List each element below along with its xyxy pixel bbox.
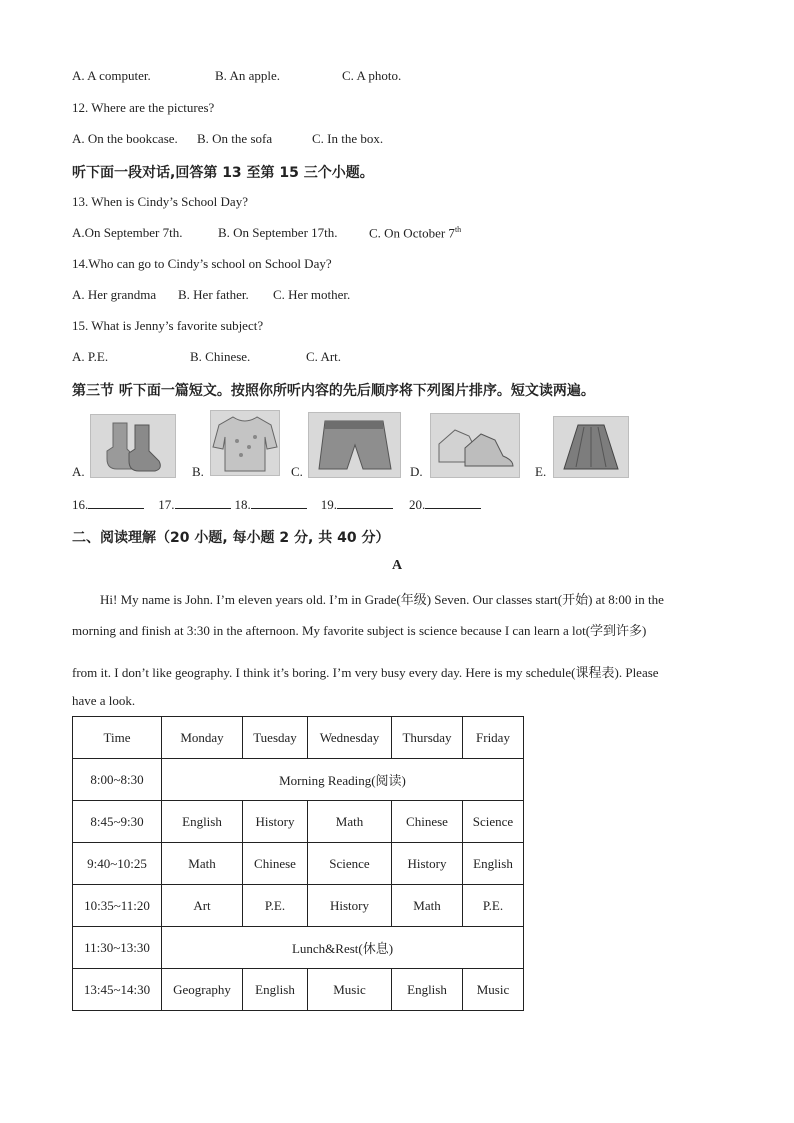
q12-options — [72, 131, 383, 147]
blank-18-label: 18. — [234, 497, 251, 512]
q13-option-c-superscript: th — [454, 225, 462, 234]
q12-option-c: C. In the box. — [312, 131, 384, 146]
passage-line-1: Hi! My name is John. I’m eleven years old. I’m in Grade(年级) Seven. Our classes start(开始) at 8:00 in the — [100, 592, 664, 607]
table-row — [73, 885, 524, 927]
q15-option-a: A. P.E. — [72, 349, 109, 364]
picture-label-d: D. — [410, 464, 423, 479]
table-row — [73, 927, 524, 969]
q11-options — [72, 68, 401, 84]
subject-cell: Math — [162, 843, 243, 885]
picture-label-b: B. — [192, 464, 204, 479]
q15-option-c: C. Art. — [306, 349, 342, 364]
header-friday: Friday — [463, 717, 524, 759]
q14-option-b: B. Her father. — [178, 287, 249, 302]
sweater-icon — [210, 410, 280, 476]
header-monday: Monday — [162, 717, 243, 759]
lunch-rest-cell: Lunch&Rest(休息) — [162, 927, 524, 969]
time-cell: 8:00~8:30 — [73, 759, 162, 801]
header-thursday: Thursday — [392, 717, 463, 759]
q12-question: 12. Where are the pictures? — [72, 100, 215, 115]
q12-option-a: A. On the bookcase. — [72, 131, 178, 146]
passage-letter: A — [391, 558, 403, 573]
subject-cell: Science — [308, 843, 392, 885]
subject-cell: Science — [463, 801, 524, 843]
picture-label-e: E. — [535, 464, 547, 479]
schedule-header-row — [73, 717, 524, 759]
subject-cell: English — [392, 969, 463, 1011]
table-row — [73, 759, 524, 801]
subject-cell: History — [392, 843, 463, 885]
q15-option-b: B. Chinese. — [190, 349, 251, 364]
table-row — [73, 801, 524, 843]
subject-cell: History — [243, 801, 308, 843]
q11-option-b: B. An apple. — [215, 68, 280, 83]
blank-19-label: 19. — [320, 497, 337, 512]
blank-20-label: 20. — [409, 497, 426, 512]
header-wednesday: Wednesday — [308, 717, 392, 759]
subject-cell: English — [243, 969, 308, 1011]
dialog-instruction: 听下面一段对话,回答第 13 至第 15 三个小题。 — [72, 165, 374, 181]
subject-cell: P.E. — [243, 885, 308, 927]
subject-cell: Geography — [162, 969, 243, 1011]
q13-option-c: C. On October 7th — [369, 225, 462, 241]
blank-16-label: 16. — [72, 497, 89, 512]
q11-option-a: A. A computer. — [72, 68, 151, 83]
q13-options — [72, 225, 461, 241]
shorts-icon — [308, 412, 401, 478]
time-cell: 13:45~14:30 — [73, 969, 162, 1011]
blank-20-line[interactable] — [425, 496, 481, 509]
part2-title: 二、阅读理解（20 小题, 每小题 2 分, 共 40 分） — [72, 530, 390, 546]
blank-16-line[interactable] — [88, 496, 144, 509]
schedule-table — [72, 716, 524, 1011]
passage-line-3: from it. I don’t like geography. I think it’s boring. I’m very busy every day. Here is my schedule(课程表). Please — [72, 665, 659, 680]
q12-option-b: B. On the sofa — [197, 131, 273, 146]
section3-title: 第三节 听下面一篇短文。按照你所听内容的先后顺序将下列图片排序。短文读两遍。 — [72, 383, 595, 399]
subject-cell: Music — [308, 969, 392, 1011]
picture-label-a: A. — [72, 464, 85, 479]
blank-19-line[interactable] — [337, 496, 393, 509]
time-cell: 10:35~11:20 — [73, 885, 162, 927]
subject-cell: English — [463, 843, 524, 885]
header-time: Time — [73, 717, 162, 759]
passage-line-2: morning and finish at 3:30 in the afternoon. My favorite subject is science because I can learn a lot(学到许多) — [72, 623, 647, 638]
sneakers-icon — [430, 413, 520, 478]
subject-cell: P.E. — [463, 885, 524, 927]
socks-icon — [90, 414, 176, 478]
answer-blanks — [72, 496, 481, 513]
q15-options — [72, 349, 341, 365]
q13-question: 13. When is Cindy’s School Day? — [72, 194, 248, 209]
q14-option-a: A. Her grandma — [72, 287, 157, 302]
table-row — [73, 843, 524, 885]
q15-question: 15. What is Jenny’s favorite subject? — [72, 318, 264, 333]
time-cell: 8:45~9:30 — [73, 801, 162, 843]
morning-reading-cell: Morning Reading(阅读) — [162, 759, 524, 801]
subject-cell: Math — [308, 801, 392, 843]
subject-cell: Chinese — [392, 801, 463, 843]
subject-cell: Art — [162, 885, 243, 927]
blank-18-line[interactable] — [251, 496, 307, 509]
skirt-icon — [553, 416, 629, 478]
subject-cell: History — [308, 885, 392, 927]
time-cell: 9:40~10:25 — [73, 843, 162, 885]
subject-cell: Math — [392, 885, 463, 927]
subject-cell: Music — [463, 969, 524, 1011]
q13-option-a: A.On September 7th. — [72, 225, 183, 241]
subject-cell: English — [162, 801, 243, 843]
picture-label-c: C. — [291, 464, 303, 479]
time-cell: 11:30~13:30 — [73, 927, 162, 969]
table-row — [73, 969, 524, 1011]
q14-option-c: C. Her mother. — [273, 287, 351, 302]
blank-17-label: 17. — [158, 497, 175, 512]
passage-line-4: have a look. — [72, 693, 136, 708]
q14-options — [72, 287, 350, 303]
q14-question: 14.Who can go to Cindy’s school on School Day? — [72, 256, 332, 271]
blank-17-line[interactable] — [175, 496, 231, 509]
subject-cell: Chinese — [243, 843, 308, 885]
q13-option-b: B. On September 17th. — [218, 225, 338, 241]
q11-option-c: C. A photo. — [342, 68, 402, 83]
header-tuesday: Tuesday — [243, 717, 308, 759]
